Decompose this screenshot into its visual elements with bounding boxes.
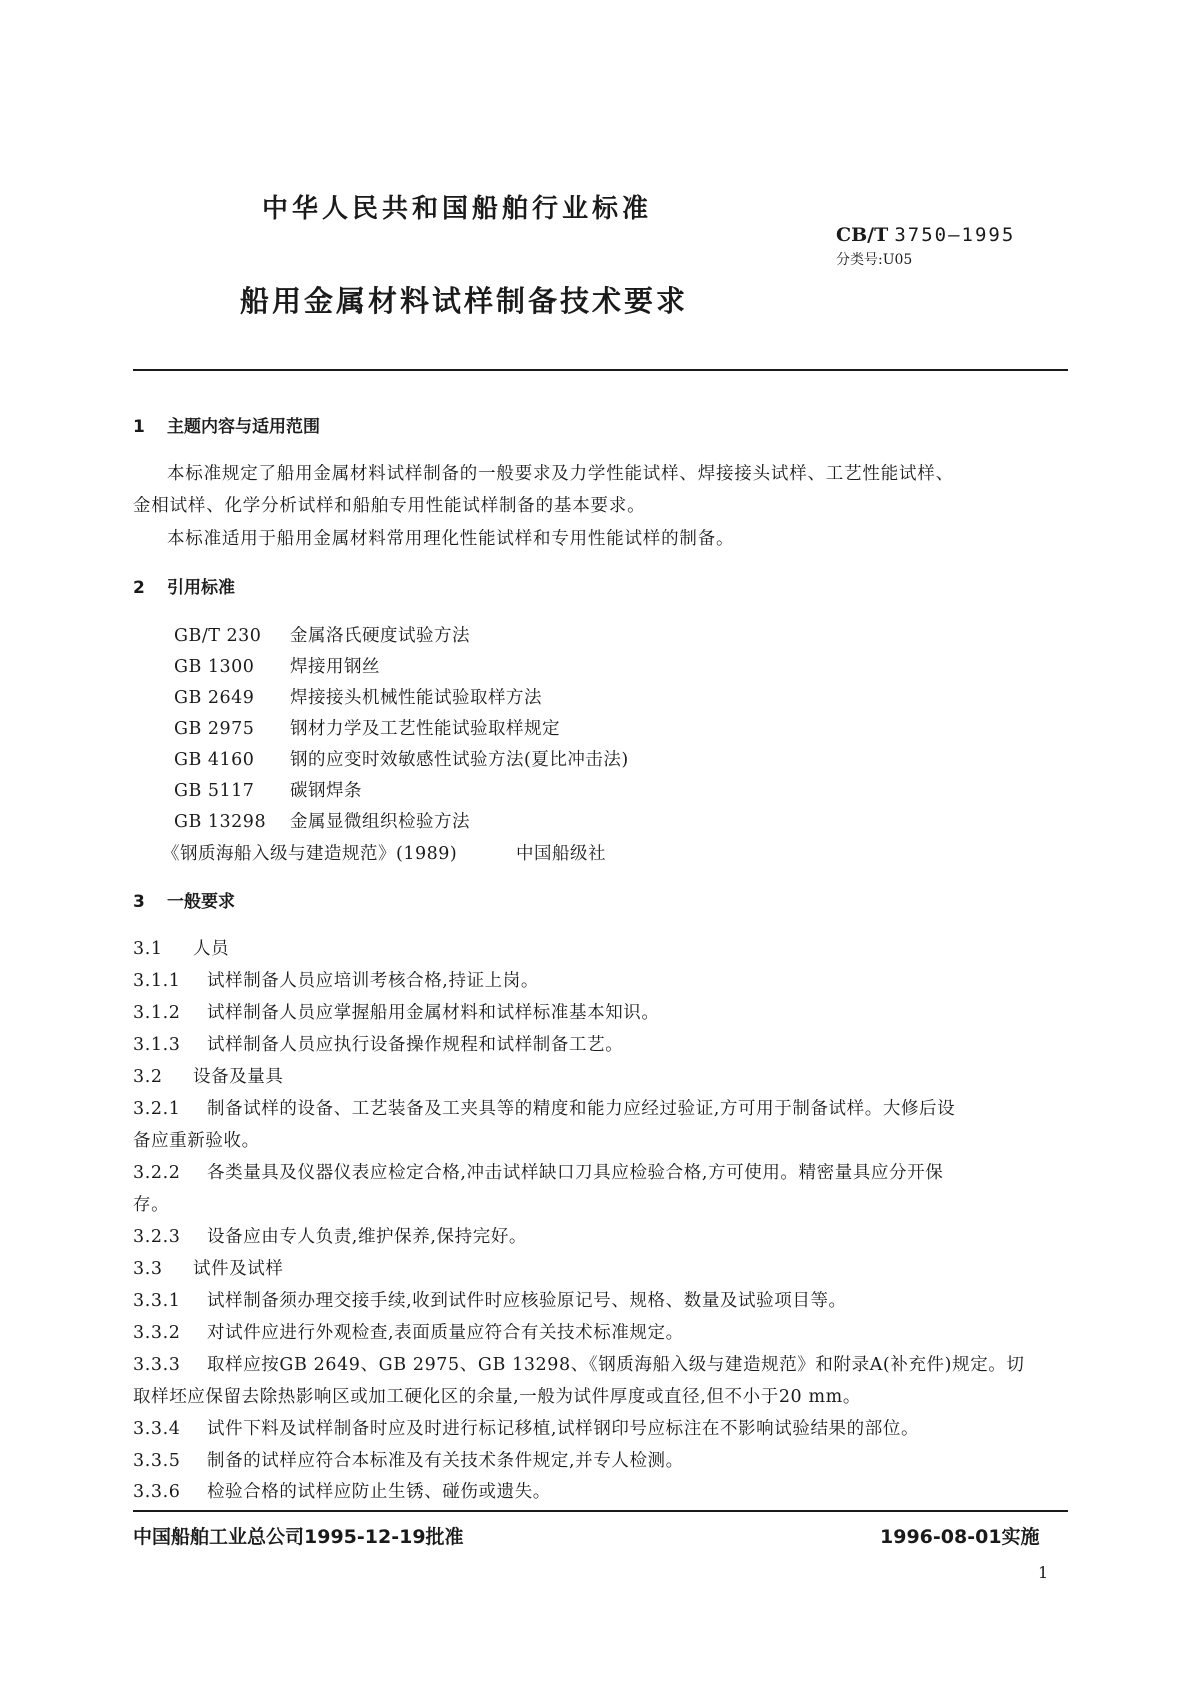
clause-number: 3.2.1 [133, 1099, 181, 1119]
section-1-paragraph-1-line-2: 金相试样、化学分析试样和船舶专用性能试样制备的基本要求。 [133, 496, 646, 516]
reference-title: 焊接接头机械性能试验取样方法 [290, 688, 542, 708]
clause-text: 各类量具及仪器仪表应检定合格,冲击试样缺口刀具应检验合格,方可使用。精密量具应分开保 [207, 1163, 944, 1183]
clause [133, 935, 229, 960]
section-1-paragraph-1-line-1: 本标准规定了船用金属材料试样制备的一般要求及力学性能试样、焊接接头试样、工艺性能试样、 [167, 464, 954, 484]
section-2-heading [133, 573, 235, 598]
clause [133, 1031, 623, 1056]
clause [133, 1063, 284, 1088]
reference-item [174, 622, 470, 647]
clause-text: 试样制备人员应培训考核合格,持证上岗。 [207, 971, 539, 991]
clause-text: 试件下料及试样制备时应及时进行标记移植,试样钢印号应标注在不影响试验结果的部位。 [207, 1419, 920, 1439]
reference-item [174, 746, 629, 771]
standard-code [836, 224, 1015, 246]
clause-text: 试样制备须办理交接手续,收到试件时应核验原记号、规格、数量及试验项目等。 [207, 1291, 847, 1311]
clause-continuation: 存。 [133, 1195, 170, 1215]
section-title: 一般要求 [167, 892, 235, 912]
reference-title: 金属显微组织检验方法 [290, 812, 470, 832]
reference-title: 焊接用钢丝 [290, 657, 380, 677]
reference-rules-title: 《钢质海船入级与建造规范》(1989) [162, 844, 458, 864]
clause-number: 3.1.2 [133, 1003, 181, 1023]
page-number: 1 [1038, 1563, 1049, 1582]
reference-code: GB 5117 [174, 781, 255, 801]
reference-code: GB/T 230 [174, 626, 262, 646]
clause-text: 试样制备人员应执行设备操作规程和试样制备工艺。 [207, 1035, 624, 1055]
clause-text: 试件及试样 [193, 1259, 284, 1279]
clause [133, 1478, 551, 1503]
clause-text: 制备的试样应符合本标准及有关技术条件规定,并专人检测。 [207, 1451, 684, 1471]
clause-number: 3.1 [133, 939, 163, 959]
clause-text: 对试件应进行外观检查,表面质量应符合有关技术标准规定。 [207, 1323, 684, 1343]
clause-text: 检验合格的试样应防止生锈、碰伤或遗失。 [207, 1482, 551, 1502]
clause-text: 制备试样的设备、工艺装备及工夹具等的精度和能力应经过验证,方可用于制备试样。大修后设 [207, 1099, 956, 1119]
reference-item [174, 777, 362, 802]
clause-continuation: 取样坯应保留去除热影响区或加工硬化区的余量,一般为试件厚度或直径,但不小于20 mm。 [133, 1387, 861, 1407]
clause-number: 3.3.2 [133, 1323, 181, 1343]
clause-text: 设备及量具 [193, 1067, 284, 1087]
clause-text: 试样制备人员应掌握船用金属材料和试样标准基本知识。 [207, 1003, 660, 1023]
reference-item [174, 684, 542, 709]
clause [133, 1255, 284, 1280]
reference-title: 钢的应变时效敏感性试验方法(夏比冲击法) [290, 750, 629, 770]
clause [133, 1223, 527, 1248]
national-standard-title: 中华人民共和国船舶行业标准 [262, 194, 653, 224]
reference-code: GB 1300 [174, 657, 255, 677]
section-1-heading [133, 412, 320, 437]
clause-number: 3.3 [133, 1259, 163, 1279]
document-title: 船用金属材料试样制备技术要求 [240, 284, 689, 318]
clause-number: 3.1.3 [133, 1035, 181, 1055]
clause-continuation: 备应重新验收。 [133, 1131, 260, 1151]
section-number: 1 [133, 417, 145, 437]
clause [133, 1319, 684, 1344]
clause-text: 取样应按GB 2649、GB 2975、GB 13298、《钢质海船入级与建造规范》和附录A(补充件)规定。切 [207, 1355, 1025, 1375]
reference-code: GB 2649 [174, 688, 255, 708]
clause-number: 3.3.1 [133, 1291, 181, 1311]
clause-text: 人员 [193, 939, 230, 959]
clause [133, 1287, 847, 1312]
reference-item [174, 808, 470, 833]
section-title: 主题内容与适用范围 [167, 417, 320, 437]
clause [133, 1095, 955, 1120]
clause-text: 设备应由专人负责,维护保养,保持完好。 [207, 1227, 528, 1247]
clause [133, 999, 660, 1024]
reference-item [174, 715, 560, 740]
clause-number: 3.2 [133, 1067, 163, 1087]
clause-number: 3.3.4 [133, 1419, 181, 1439]
classification-code: 分类号:U05 [836, 252, 913, 268]
reference-code: GB 2975 [174, 719, 255, 739]
section-1-paragraph-2: 本标准适用于船用金属材料常用理化性能试样和专用性能试样的制备。 [167, 529, 735, 549]
clause-number: 3.1.1 [133, 971, 181, 991]
reference-title: 金属洛氏硬度试验方法 [290, 626, 470, 646]
reference-rules [162, 840, 606, 865]
clause-number: 3.3.3 [133, 1355, 181, 1375]
standard-code-prefix: CB/T [836, 224, 889, 246]
section-number: 3 [133, 892, 145, 912]
section-3-heading [133, 887, 235, 912]
clause-number: 3.3.5 [133, 1451, 181, 1471]
reference-rules-organization: 中国船级社 [516, 844, 606, 864]
clause-number: 3.2.3 [133, 1227, 181, 1247]
reference-item [174, 653, 380, 678]
clause-number: 3.2.2 [133, 1163, 181, 1183]
reference-title: 钢材力学及工艺性能试验取样规定 [290, 719, 560, 739]
clause [133, 1415, 919, 1440]
reference-code: GB 4160 [174, 750, 255, 770]
clause [133, 1159, 943, 1184]
reference-code: GB 13298 [174, 812, 267, 832]
clause [133, 1351, 1025, 1376]
clause [133, 1447, 684, 1472]
standard-code-number: 3750—1995 [894, 224, 1016, 246]
effective-date: 1996-08-01实施 [880, 1526, 1040, 1548]
header-divider [133, 369, 1068, 371]
clause-number: 3.3.6 [133, 1482, 181, 1502]
clause [133, 967, 539, 992]
footer-divider [133, 1510, 1068, 1512]
section-number: 2 [133, 578, 145, 598]
reference-title: 碳钢焊条 [290, 781, 362, 801]
approval-line: 中国船舶工业总公司1995-12-19批准 [133, 1526, 464, 1548]
section-title: 引用标准 [167, 578, 235, 598]
